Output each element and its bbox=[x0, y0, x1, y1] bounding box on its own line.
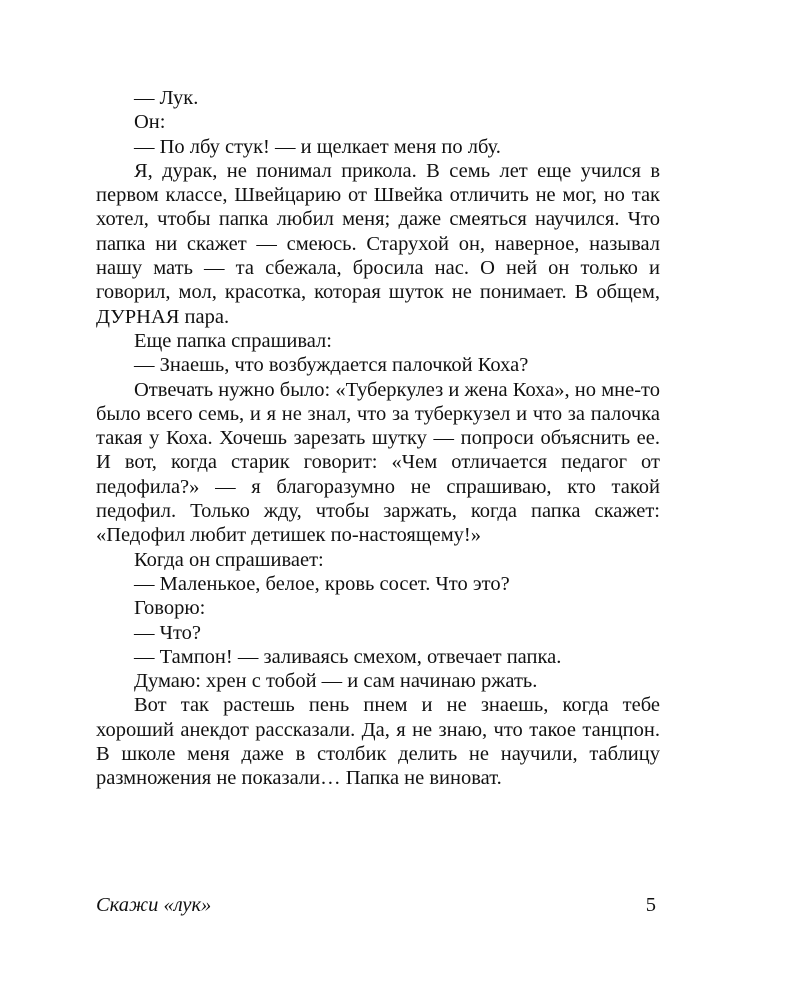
paragraph: — Знаешь, что возбуждается палочкой Коха? bbox=[134, 354, 529, 377]
paragraph: — По лбу стук! — и щелкает меня по лбу. bbox=[134, 135, 501, 158]
paragraph: — Что? bbox=[134, 621, 201, 644]
paragraph: Еще папка спрашивал: bbox=[134, 329, 332, 352]
paragraph: Я, дурак, не понимал прикола. В семь лет еще учился в первом классе, Швейцарию от Швейка отличить не мог, но так хотел, чтобы папка любил меня; даже смеяться научился. Что папка ни скажет — смеюсь. Старухой он, наверное, называл нашу мать — та сбежала, бросила нас. О ней он только и говорил, мол, красотка, которая шуток не понимает. В общем, ДУРНАЯ пара. bbox=[96, 159, 660, 328]
paragraph: Вот так растешь пень пнем и не знаешь, когда тебе хороший анекдот рассказали. Да, я не знаю, что такое танцпон. В школе меня даже в столбик делить не научили, таблицу размножения не показали… Папка не виноват. bbox=[96, 694, 660, 790]
paragraph: — Тампон! — заливаясь смехом, отвечает папка. bbox=[134, 645, 562, 668]
paragraph: Говорю: bbox=[134, 597, 206, 620]
paragraph: Он: bbox=[134, 111, 166, 134]
paragraph: — Лук. bbox=[134, 87, 199, 109]
running-title: Скажи «лук» bbox=[96, 894, 212, 916]
paragraph: Когда он спрашивает: bbox=[134, 548, 324, 571]
paragraph: Отвечать нужно было: «Туберкулез и жена Коха», но мне-то было всего семь, и я не знал, что за туберкузел и что за палочка такая у Коха. Хочешь зарезать шутку — попроси объяснить ее. И вот, когда старик говорит: «Чем отличается педагог от педофила?» — я благоразумно не спрашиваю, кто такой педофил. Только жду, чтобы заржать, когда папка скажет: «Педофил любит детишек по-настоящему!» bbox=[96, 378, 660, 547]
body-text bbox=[96, 86, 660, 791]
page-number: 5 bbox=[645, 894, 656, 916]
paragraph: Думаю: хрен с тобой — и сам начинаю ржать. bbox=[134, 670, 538, 693]
paragraph: — Маленькое, белое, кровь сосет. Что это? bbox=[134, 572, 510, 595]
